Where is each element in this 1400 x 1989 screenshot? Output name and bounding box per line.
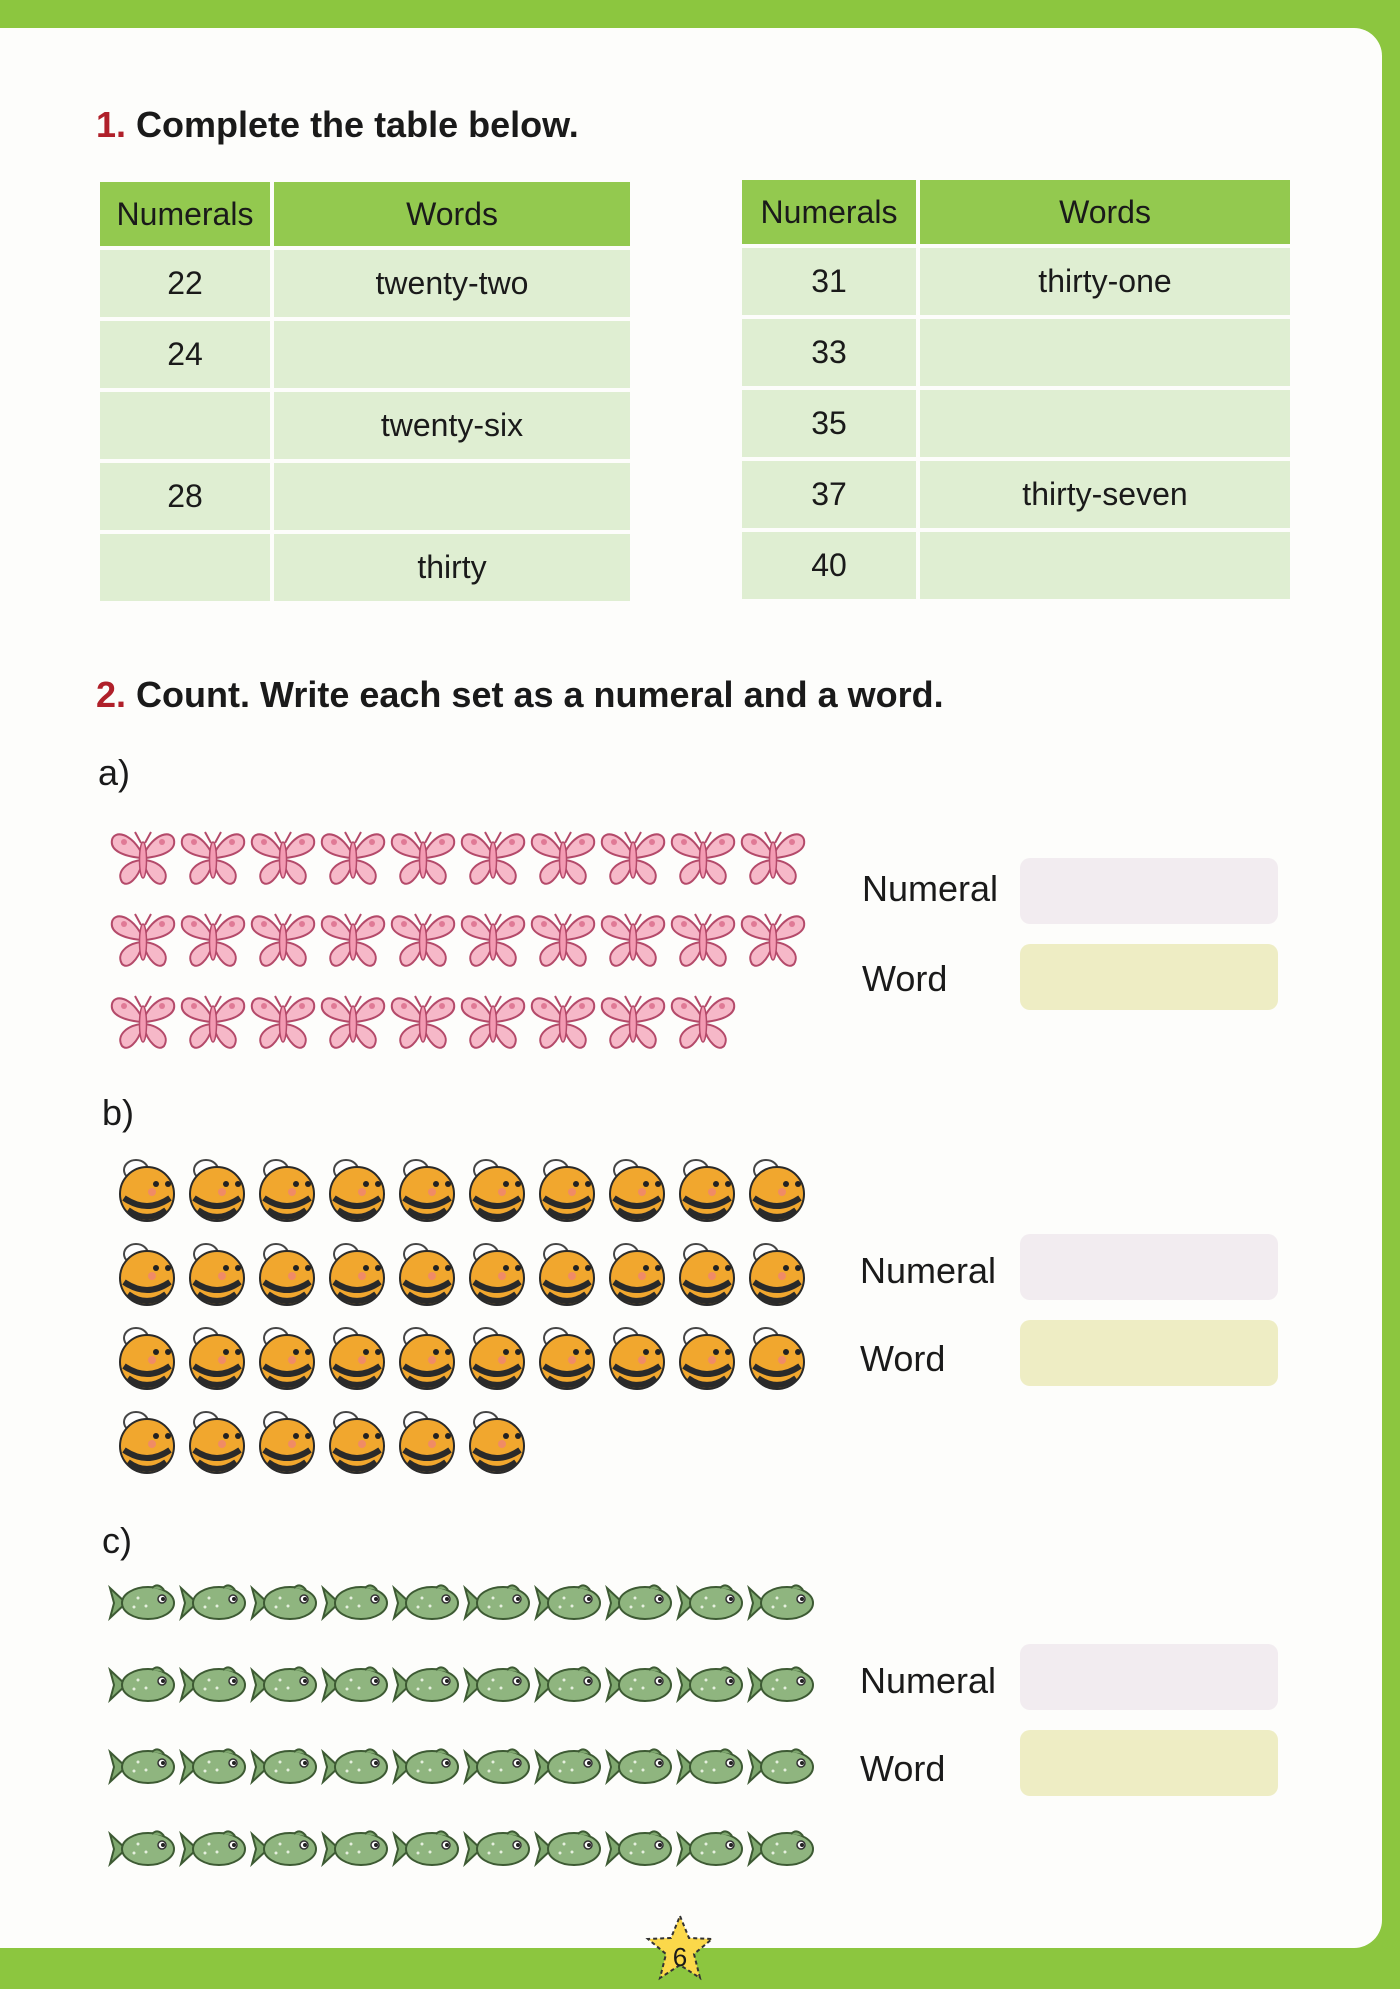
icon-row xyxy=(108,990,738,1056)
numeral-cell[interactable] xyxy=(100,390,272,461)
word-label: Word xyxy=(860,1748,946,1789)
bee-icon xyxy=(532,1152,602,1226)
bee-icon xyxy=(672,1236,742,1310)
fish-icon xyxy=(463,1824,534,1874)
bee-icon xyxy=(462,1320,532,1394)
butterfly-icon xyxy=(108,826,178,892)
fish-icon xyxy=(250,1578,321,1628)
q1-number: 1. xyxy=(96,104,127,145)
bee-icon xyxy=(672,1320,742,1394)
fish-icon xyxy=(179,1824,250,1874)
icon-row xyxy=(108,908,808,974)
fish-icon xyxy=(108,1824,179,1874)
butterfly-icon xyxy=(388,826,458,892)
fish-icon xyxy=(676,1660,747,1710)
word-label: Word xyxy=(862,958,948,999)
word-cell[interactable]: thirty-seven xyxy=(918,459,1290,530)
table-row xyxy=(100,248,630,319)
table-row xyxy=(742,246,1290,317)
bee-icon xyxy=(392,1320,462,1394)
numeral-cell[interactable]: 37 xyxy=(742,459,918,530)
bee-icon xyxy=(462,1236,532,1310)
word-answer-box[interactable] xyxy=(1020,1320,1278,1386)
bee-icon xyxy=(392,1152,462,1226)
icon-row xyxy=(108,1824,818,1874)
butterfly-icon xyxy=(318,990,388,1056)
fish-icon xyxy=(747,1660,818,1710)
bee-icon xyxy=(112,1152,182,1226)
icon-row xyxy=(112,1320,812,1394)
butterfly-icon xyxy=(528,908,598,974)
word-cell[interactable] xyxy=(272,461,630,532)
numeral-cell[interactable]: 28 xyxy=(100,461,272,532)
butterfly-icon xyxy=(388,908,458,974)
numeral-label: Numeral xyxy=(860,1250,997,1291)
table-row xyxy=(742,530,1290,601)
bee-icon xyxy=(532,1236,602,1310)
fish-icon xyxy=(534,1824,605,1874)
bee-icon xyxy=(182,1404,252,1478)
bee-icon xyxy=(672,1152,742,1226)
fish-icon xyxy=(463,1660,534,1710)
fish-icon xyxy=(250,1742,321,1792)
butterfly-icon xyxy=(598,908,668,974)
table-row xyxy=(100,532,630,603)
fish-icon xyxy=(321,1742,392,1792)
bee-icon xyxy=(182,1236,252,1310)
fish-icon xyxy=(463,1578,534,1628)
numeral-answer-box[interactable] xyxy=(1020,858,1278,924)
fish-icon xyxy=(321,1660,392,1710)
bee-icon xyxy=(112,1236,182,1310)
fish-icon xyxy=(321,1824,392,1874)
numeral-cell[interactable]: 31 xyxy=(742,246,918,317)
table-row xyxy=(100,390,630,461)
butterfly-icon xyxy=(668,826,738,892)
right-number-table xyxy=(742,180,1290,603)
butterfly-icon xyxy=(598,826,668,892)
butterfly-icon xyxy=(528,826,598,892)
table-row xyxy=(742,388,1290,459)
butterfly-icon xyxy=(738,826,808,892)
numeral-cell[interactable]: 24 xyxy=(100,319,272,390)
word-cell[interactable]: twenty-two xyxy=(272,248,630,319)
fish-icon xyxy=(108,1742,179,1792)
word-cell[interactable] xyxy=(918,388,1290,459)
fish-icon xyxy=(392,1660,463,1710)
butterfly-icon xyxy=(178,908,248,974)
numeral-cell[interactable]: 35 xyxy=(742,388,918,459)
butterfly-icon xyxy=(668,908,738,974)
bee-icon xyxy=(602,1320,672,1394)
butterfly-icon xyxy=(458,908,528,974)
icon-row xyxy=(112,1236,812,1310)
word-label: Word xyxy=(860,1338,946,1379)
icon-row xyxy=(108,1660,818,1710)
icon-row xyxy=(108,1578,818,1628)
bee-icon xyxy=(182,1320,252,1394)
bee-icon xyxy=(112,1320,182,1394)
butterfly-icon xyxy=(108,990,178,1056)
words-header: Words xyxy=(918,180,1290,246)
butterfly-icon xyxy=(458,990,528,1056)
set-c-label: c) xyxy=(102,1520,132,1561)
numeral-cell[interactable]: 33 xyxy=(742,317,918,388)
butterfly-icon xyxy=(528,990,598,1056)
bee-icon xyxy=(322,1236,392,1310)
fish-icon xyxy=(392,1578,463,1628)
numeral-label: Numeral xyxy=(862,868,999,909)
bee-icon xyxy=(462,1152,532,1226)
numeral-answer-box[interactable] xyxy=(1020,1644,1278,1710)
butterfly-icon xyxy=(108,908,178,974)
butterfly-icon xyxy=(318,826,388,892)
bee-icon xyxy=(322,1320,392,1394)
numeral-label: Numeral xyxy=(860,1660,997,1701)
butterfly-icon xyxy=(598,990,668,1056)
fish-icon xyxy=(108,1660,179,1710)
butterfly-icon xyxy=(388,990,458,1056)
word-answer-box[interactable] xyxy=(1020,1730,1278,1796)
bee-icon xyxy=(602,1236,672,1310)
table-row xyxy=(742,317,1290,388)
bee-icon xyxy=(742,1152,812,1226)
word-cell[interactable] xyxy=(918,317,1290,388)
word-cell[interactable]: thirty-one xyxy=(918,246,1290,317)
bee-icon xyxy=(252,1320,322,1394)
fish-icon xyxy=(463,1742,534,1792)
numeral-cell[interactable] xyxy=(100,532,272,603)
q2-heading xyxy=(96,674,944,716)
set-a-label: a) xyxy=(98,752,131,793)
icon-row xyxy=(108,1742,818,1792)
icon-row xyxy=(112,1152,812,1226)
numerals-header: Numerals xyxy=(100,182,272,248)
bee-icon xyxy=(252,1404,322,1478)
butterfly-icon xyxy=(458,826,528,892)
fish-icon xyxy=(747,1742,818,1792)
fish-icon xyxy=(534,1660,605,1710)
icon-row xyxy=(108,826,808,892)
icon-row xyxy=(112,1404,532,1478)
table-row xyxy=(100,461,630,532)
word-cell[interactable]: thirty xyxy=(272,532,630,603)
fish-icon xyxy=(676,1578,747,1628)
fish-icon xyxy=(534,1578,605,1628)
butterfly-icon xyxy=(668,990,738,1056)
bee-icon xyxy=(252,1236,322,1310)
fish-icon xyxy=(747,1824,818,1874)
bee-icon xyxy=(462,1404,532,1478)
fish-icon xyxy=(676,1824,747,1874)
fish-icon xyxy=(605,1742,676,1792)
bee-icon xyxy=(532,1320,602,1394)
bee-icon xyxy=(742,1236,812,1310)
bee-icon xyxy=(182,1152,252,1226)
numeral-answer-box[interactable] xyxy=(1020,1234,1278,1300)
fish-icon xyxy=(605,1660,676,1710)
bee-icon xyxy=(112,1404,182,1478)
fish-icon xyxy=(605,1824,676,1874)
fish-icon xyxy=(392,1742,463,1792)
numeral-cell[interactable]: 40 xyxy=(742,530,918,601)
fish-icon xyxy=(250,1824,321,1874)
word-cell[interactable]: twenty-six xyxy=(272,390,630,461)
fish-icon xyxy=(179,1742,250,1792)
word-cell[interactable] xyxy=(272,319,630,390)
bee-icon xyxy=(392,1236,462,1310)
butterfly-icon xyxy=(248,990,318,1056)
bee-icon xyxy=(602,1152,672,1226)
bee-icon xyxy=(322,1404,392,1478)
fish-icon xyxy=(605,1578,676,1628)
fish-icon xyxy=(179,1660,250,1710)
page-number: 6 xyxy=(672,1942,688,1972)
words-header: Words xyxy=(272,182,630,248)
q1-instruction: Complete the table below. xyxy=(136,104,579,145)
fish-icon xyxy=(534,1742,605,1792)
fish-icon xyxy=(250,1660,321,1710)
bee-icon xyxy=(252,1152,322,1226)
left-number-table xyxy=(100,182,630,605)
fish-icon xyxy=(179,1578,250,1628)
fish-icon xyxy=(676,1742,747,1792)
page-number-badge xyxy=(644,1912,716,1984)
q2-number: 2. xyxy=(96,674,127,715)
q2-instruction: Count. Write each set as a numeral and a word. xyxy=(136,674,944,715)
table-row xyxy=(100,319,630,390)
bee-icon xyxy=(322,1152,392,1226)
butterfly-icon xyxy=(178,826,248,892)
bee-icon xyxy=(742,1320,812,1394)
q1-heading xyxy=(96,104,579,146)
numeral-cell[interactable]: 22 xyxy=(100,248,272,319)
butterfly-icon xyxy=(178,990,248,1056)
fish-icon xyxy=(747,1578,818,1628)
fish-icon xyxy=(321,1578,392,1628)
butterfly-icon xyxy=(318,908,388,974)
butterfly-icon xyxy=(738,908,808,974)
numerals-header: Numerals xyxy=(742,180,918,246)
table-row xyxy=(742,459,1290,530)
word-answer-box[interactable] xyxy=(1020,944,1278,1010)
butterfly-icon xyxy=(248,826,318,892)
set-b-label: b) xyxy=(102,1092,135,1133)
bee-icon xyxy=(392,1404,462,1478)
fish-icon xyxy=(108,1578,179,1628)
word-cell[interactable] xyxy=(918,530,1290,601)
butterfly-icon xyxy=(248,908,318,974)
fish-icon xyxy=(392,1824,463,1874)
